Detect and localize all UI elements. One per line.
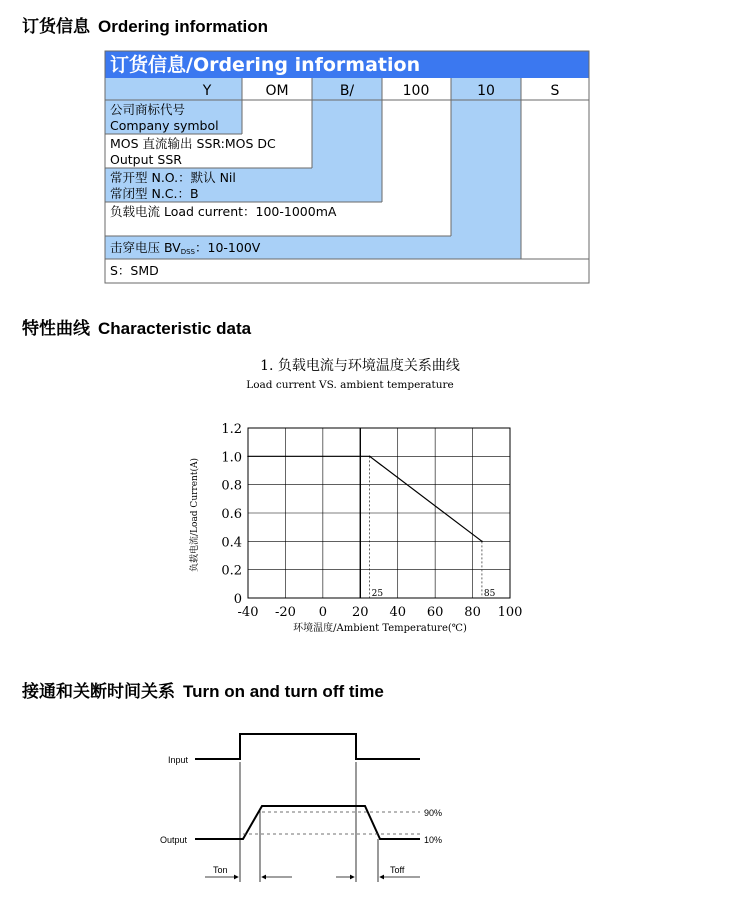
characteristic-section-title	[22, 314, 251, 339]
x-tick-label: 60	[426, 605, 444, 620]
chart-title: 1. 负载电流与环境温度关系曲线	[260, 358, 460, 374]
chart-subtitle: Load current VS. ambient temperature	[246, 379, 454, 391]
ton-label: Ton	[213, 865, 228, 875]
timing-diagram	[0, 700, 750, 900]
x-tick-label: 0	[318, 605, 327, 620]
code-s: S	[550, 83, 560, 99]
y-tick-label: 0.8	[221, 478, 242, 494]
x-tick-label: 100	[497, 605, 523, 620]
characteristic-title-zh: 特性曲线	[22, 319, 90, 339]
code-y: Y	[202, 83, 212, 99]
toff-label: Toff	[390, 865, 405, 875]
chart-xlabel: 环境温度/Ambient Temperature(℃)	[293, 623, 467, 634]
row-smd: S：SMD	[110, 263, 159, 278]
timing-title-en: Turn on and turn off time	[183, 682, 384, 701]
characteristic-title-en: Characteristic data	[98, 319, 252, 338]
code-cell-10-band	[451, 78, 521, 259]
row-mos-line1: MOS 直流输出 SSR:MOS DC	[110, 136, 276, 151]
chart-series	[247, 456, 483, 543]
y-tick-label: 1.2	[221, 422, 242, 437]
input-label: Input	[168, 755, 189, 765]
x-tick-label: 80	[464, 605, 481, 620]
chart-grid	[248, 428, 510, 598]
annotation-label: 85	[483, 589, 496, 599]
x-tick-label: 40	[389, 605, 406, 620]
row-mos-line2: Output SSR	[110, 152, 182, 167]
y-tick-label: 0.6	[221, 507, 242, 522]
data-point	[247, 456, 249, 458]
ordering-table	[0, 0, 750, 300]
load-current-chart	[0, 345, 750, 645]
input-waveform	[195, 734, 420, 759]
order-table-header: 订货信息/Ordering information	[110, 54, 421, 76]
row-no: 常开型 N.O.：默认 Nil	[110, 170, 236, 185]
ordering-title-en: Ordering information	[98, 17, 268, 36]
output-label: Output	[160, 835, 188, 845]
x-tick-label: 20	[352, 605, 369, 620]
ordering-title-zh: 订货信息	[22, 17, 90, 37]
timing-title-zh: 接通和关断时间关系	[22, 682, 175, 702]
row-load-current: 负载电流 Load current：100-1000mA	[110, 204, 337, 219]
y-tick-label: 0	[233, 592, 242, 607]
row-bv-range: ：10-100V	[195, 240, 261, 255]
chart-ylabel: 负载电流/Load Current(A)	[190, 458, 200, 572]
timing-section-title	[22, 677, 384, 702]
annotation-label: 25	[371, 589, 384, 599]
row-nc: 常闭型 N.C.：B	[110, 186, 199, 201]
x-tick-label: -40	[237, 605, 259, 620]
y-tick-label: 1.0	[221, 450, 242, 466]
pct-90-label: 90%	[424, 808, 443, 818]
row-bv-main: 击穿电压 BV	[110, 240, 181, 255]
code-b: B/	[339, 83, 355, 99]
y-tick-label: 0.2	[221, 563, 242, 579]
code-10: 10	[477, 83, 495, 99]
row-company-en: Company symbol	[110, 118, 219, 133]
chart-y-ticks	[221, 422, 242, 607]
code-100: 100	[402, 83, 430, 99]
chart-annotations	[370, 456, 496, 599]
x-tick-label: -20	[274, 605, 296, 620]
code-om: OM	[265, 83, 289, 99]
row-company-zh: 公司商标代号	[110, 102, 186, 117]
chart-x-ticks	[238, 605, 523, 620]
pct-10-label: 10%	[424, 835, 443, 845]
output-waveform	[195, 806, 420, 839]
row-bv-sub: DSS	[180, 248, 195, 256]
series-line	[248, 456, 482, 541]
y-tick-label: 0.4	[221, 535, 242, 551]
